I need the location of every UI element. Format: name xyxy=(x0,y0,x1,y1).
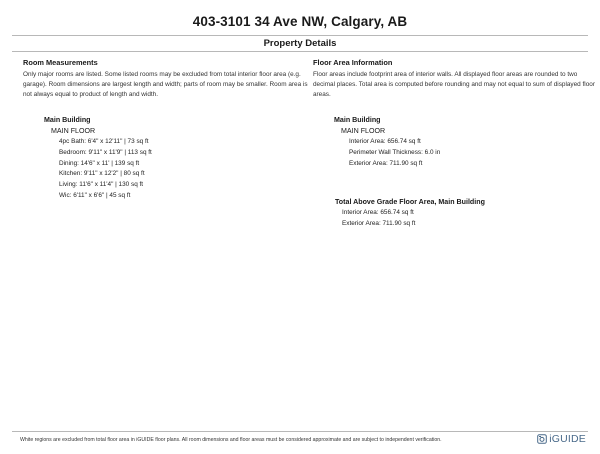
area-item: Perimeter Wall Thickness: 6.0 in xyxy=(349,148,441,156)
footer-note: White regions are excluded from total floor area in iGUIDE floor plans. All room dimensions and floor areas must be considered approximate and are subject to independent verification. xyxy=(20,437,442,443)
total-area-item: Exterior Area: 711.90 sq ft xyxy=(342,220,416,228)
floor-area-heading: Floor Area Information xyxy=(313,58,393,67)
total-area-block xyxy=(313,197,598,230)
room-item: Bedroom: 9'11" x 11'9" | 113 sq ft xyxy=(59,148,152,156)
room-measurements-heading: Room Measurements xyxy=(23,58,98,67)
header-divider xyxy=(12,35,588,36)
brand-name: iGUIDE xyxy=(549,433,586,445)
page-title: 403-3101 34 Ave NW, Calgary, AB xyxy=(192,14,408,29)
total-area-item: Interior Area: 656.74 sq ft xyxy=(342,209,414,217)
subtitle-divider xyxy=(12,51,588,52)
floor-area-section xyxy=(313,58,598,230)
floor-area-description: Floor areas include footprint area of interior walls. All displayed floor areas are rounded to two decimal places. Total area is computed before rounding and may not equal to sum of displayed floor areas. xyxy=(313,71,595,98)
area-item: Interior Area: 656.74 sq ft xyxy=(349,138,421,145)
room-measurements-section xyxy=(23,58,308,202)
building-name: Main Building xyxy=(334,116,381,124)
building-name: Main Building xyxy=(44,116,91,124)
footer-divider xyxy=(12,431,588,432)
room-item: Living: 11'6" x 11'4" | 130 sq ft xyxy=(59,181,144,189)
room-item: Kitchen: 9'11" x 12'2" | 80 sq ft xyxy=(59,170,145,178)
total-area-heading: Total Above Grade Floor Area, Main Building xyxy=(335,198,485,207)
room-measurements-description: Only major rooms are listed. Some listed rooms may be excluded from total interior floor area (e.g. garage). Room dimensions are largest length and width; parts of room may be smaller. Room area is not always equal to product of length and width. xyxy=(23,71,308,98)
floor-name: MAIN FLOOR xyxy=(51,127,96,135)
room-item: Dining: 14'6" x 11' | 139 sq ft xyxy=(59,159,140,167)
brand-logo xyxy=(537,433,586,445)
room-item: Wic: 6'11" x 6'6" | 45 sq ft xyxy=(59,191,131,199)
floor-name: MAIN FLOOR xyxy=(341,127,386,135)
iguide-camera-icon xyxy=(537,434,547,444)
page-subtitle: Property Details xyxy=(263,38,337,49)
area-item: Exterior Area: 711.90 sq ft xyxy=(349,159,423,167)
room-item: 4pc Bath: 6'4" x 12'11" | 73 sq ft xyxy=(59,138,149,145)
